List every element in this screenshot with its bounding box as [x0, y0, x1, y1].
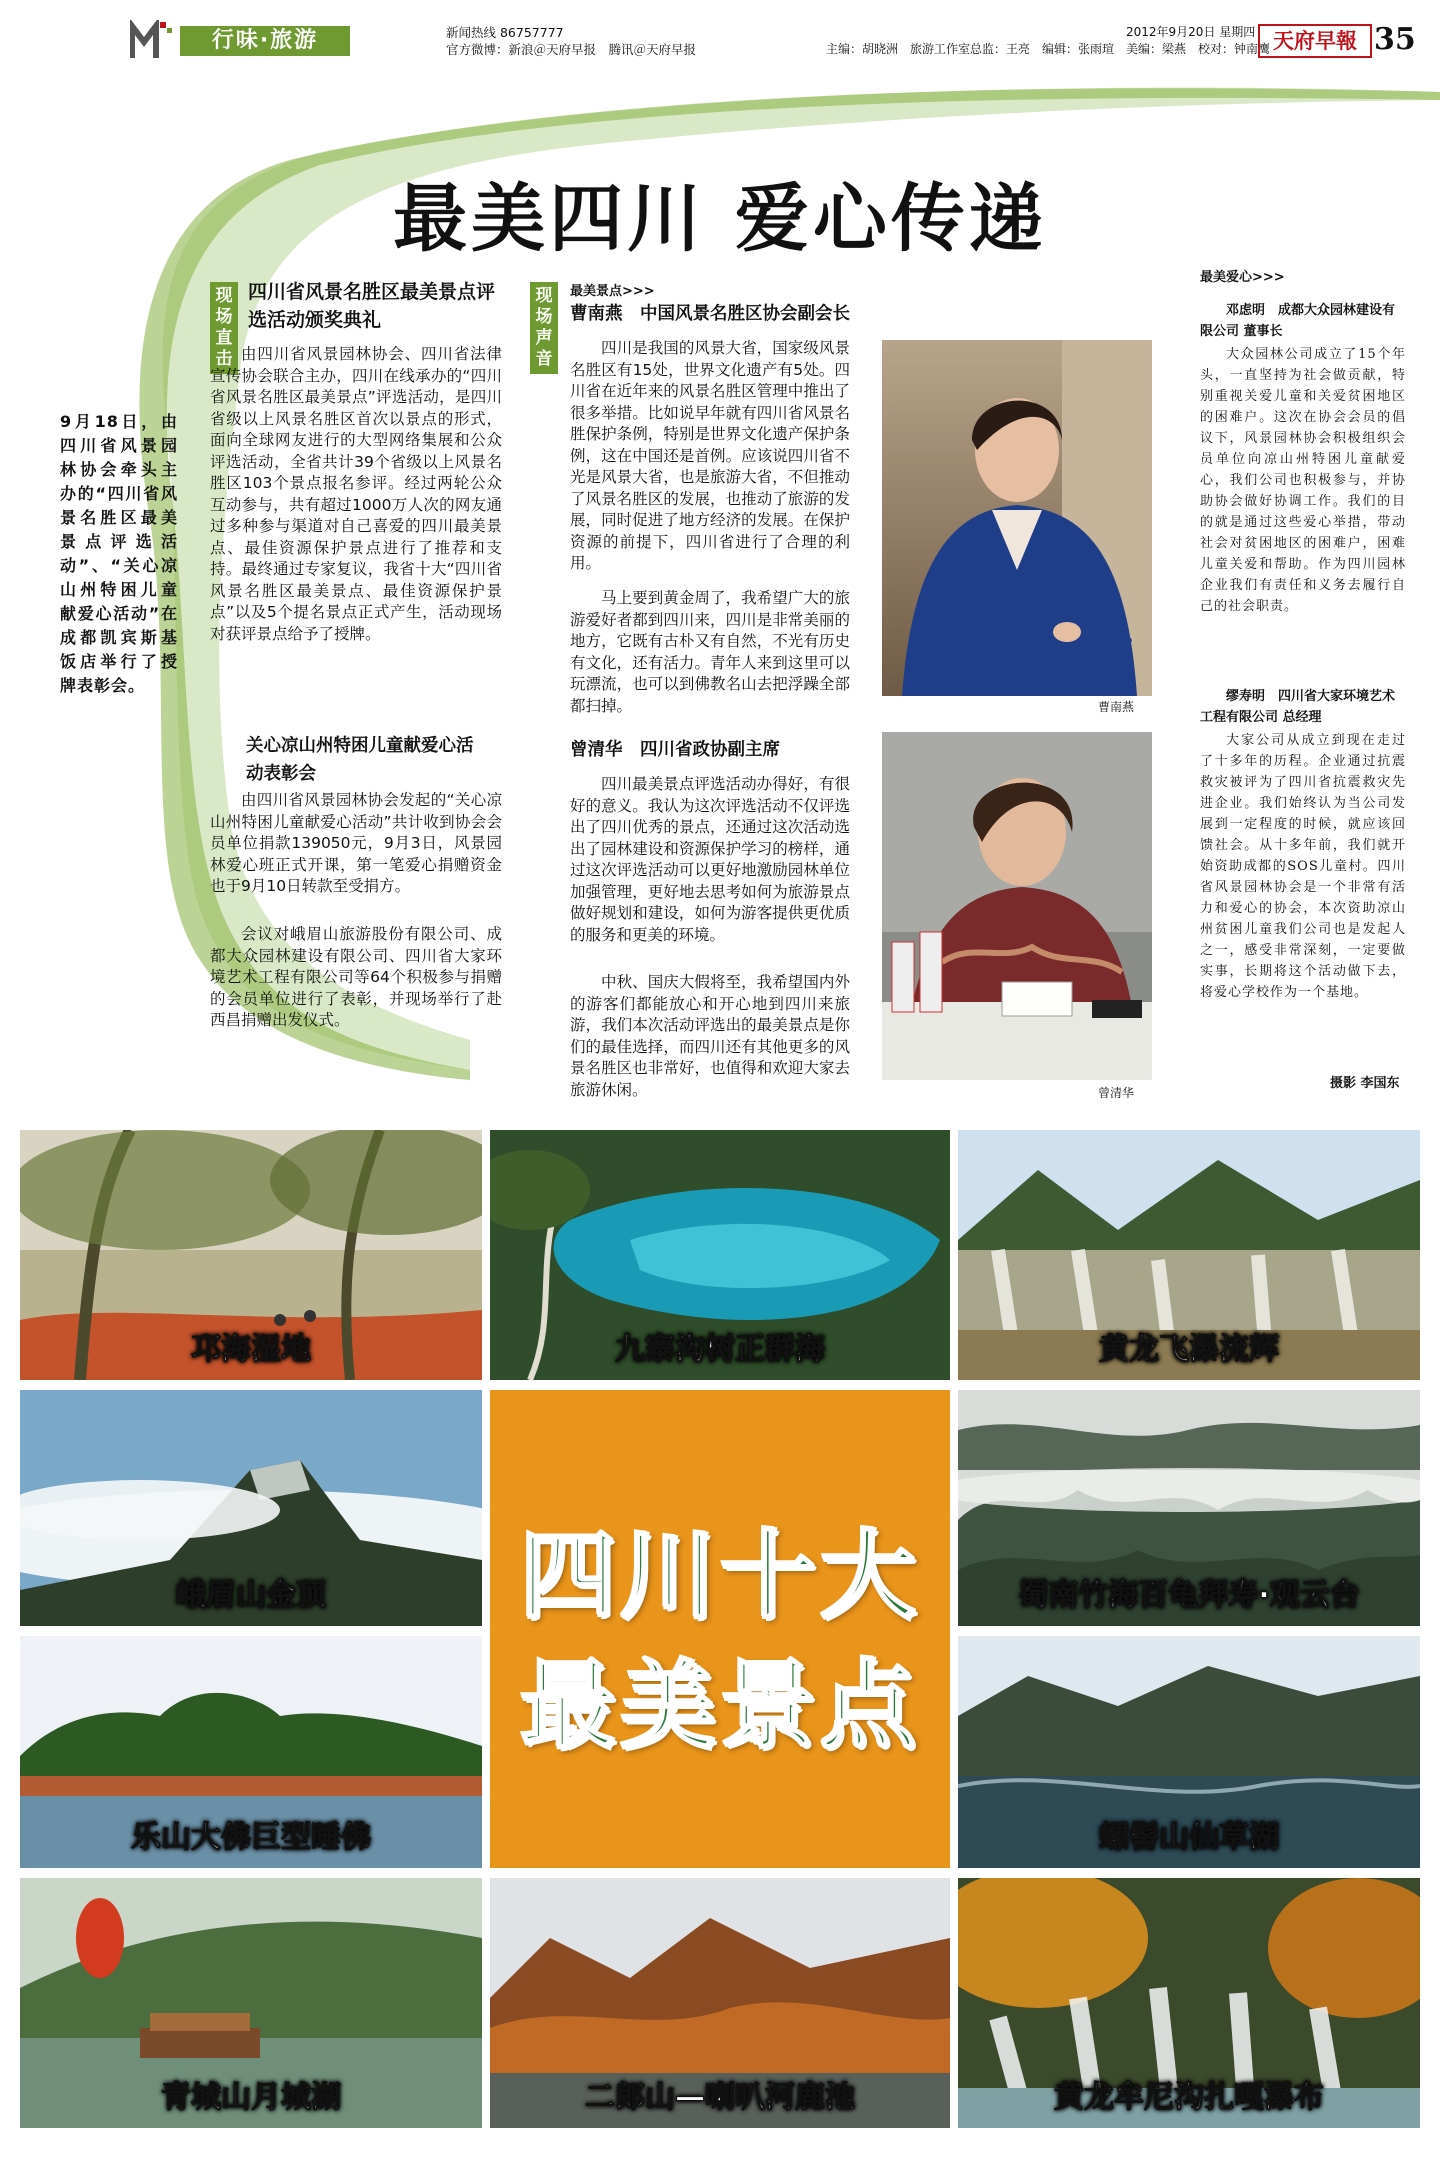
col2-para3: 四川最美景点评选活动办得好，有很好的意义。我认为这次评选活动不仅评选出了四川优秀的景点，还通过这次活动选出了园林建设和资源保护学习的榜样，通过这次评选活动可以更好地激励园林单位加强管理，更好地去思考如何为旅游景点做好规划和建设，如何为游客提供更优质的服务和更美的环境。: [570, 775, 850, 944]
center-title-line1: 四川十大: [520, 1520, 920, 1632]
spot-tile-5: [958, 1390, 1420, 1626]
donor1-name: 邓虑明: [1226, 303, 1266, 318]
kicker-spots: 最美景点>>>: [570, 284, 655, 299]
donor2-heading: [1200, 686, 1406, 728]
issue-date: 2012年9月20日 星期四: [1126, 25, 1256, 39]
speaker2-name: 曾清华: [570, 740, 623, 760]
hotline: 新闻热线 86757777: [446, 25, 564, 40]
photo1-caption: 曹南燕: [1098, 700, 1135, 714]
spot-label-5: 蜀南竹海百龟拜寿·观云台: [1018, 1578, 1360, 1613]
spot-label-9: 二郎山—喇叭河鹿池: [585, 2080, 855, 2115]
col2-para1: 四川是我国的风景大省，国家级风景名胜区有15处，世界文化遗产有5处。四川省在近年来的风景名胜区管理中推出了很多举措。比如说早年就有四川省风景名胜保护条例，特别是世界文化遗产保护条例，这在中国还是首例。应该说四川省不光是风景大省，也是旅游大省，不但推动了风景名胜区的发展，也推动了旅游的发展，同时促进了地方经济的发展。在保护资源的前提下，四川省进行了合理的利用。: [570, 339, 850, 572]
col1-subtitle: 关心凉山州特困儿童献爱心活动表彰会: [246, 736, 474, 784]
donor2-name: 缪寿明: [1226, 689, 1266, 704]
paper-logo: 天府早報: [1258, 24, 1372, 58]
donor1-heading: [1200, 300, 1406, 342]
col3-para1: 大众园林公司成立了15个年头，一直坚持为社会做贡献，特别重视关爱儿童和关爱贫困地区的困难户。这次在协会会员的倡议下，风景园林协会积极组织会员单位向凉山州特困儿童献爱心，我们公司也积极参与，并协助协会做好协调工作。我们的目的就是通过这些爱心举措，带动社会对贫困地区的困难户，困难儿童关爱和帮助。作为四川园林企业我们有责任和义务去履行自己的社会职责。: [1200, 347, 1406, 614]
page-headline: 最美四川 爱心传递: [393, 176, 1047, 262]
speaker1-name-line: [570, 300, 850, 328]
photo2-caption: 曾清华: [1098, 1086, 1135, 1100]
spot-tile-2: [490, 1130, 950, 1380]
spot-tile-10: [958, 1878, 1420, 2128]
donor2-role: 四川省大家环境艺术工程有限公司 总经理: [1200, 689, 1396, 725]
spot-label-10: 黄龙牟尼沟扎嘎瀑布: [1054, 2080, 1324, 2115]
m-logo-icon: [130, 20, 178, 60]
spot-label-1: 邛海湿地: [191, 1332, 311, 1367]
col3-para2: 大家公司从成立到现在走过了十多年的历程。企业通过抗震救灾被评为了四川省抗震救灾先进企业。我们始终认为当公司发展到一定程度的时候，就应该回馈社会。从十多年前，我们就开始资助成都的SOS儿童村。四川省风景园林协会是一个非常有活力和爱心的协会，本次资助凉山州贫困儿童我们公司也是发起人之一，感受非常深刻，一定要做实事，长期将这个活动做下去，将爱心学校作为一个基地。: [1200, 733, 1406, 1000]
spot-tile-8: [20, 1878, 482, 2128]
editor-credits: 主编：胡晓洲 旅游工作室总监：王亮 编辑：张雨瑄 美编：梁燕 校对：钟南鹰: [826, 42, 1271, 56]
spot-label-3: 黄龙飞瀑流辉: [1099, 1332, 1279, 1367]
spot-label-7: 螺髻山仙草湖: [1099, 1820, 1279, 1855]
spot-tile-4: [20, 1390, 482, 1626]
section-tag: 行味·旅游: [180, 26, 350, 56]
col1-para3: 会议对峨眉山旅游股份有限公司、成都大众园林建设有限公司、四川省大家环境艺术工程有限公司等64个积极参与捐赠的会员单位进行了表彰，并现场举行了赴西昌捐赠出发仪式。: [210, 925, 502, 1029]
center-title-tile: [490, 1390, 950, 1868]
spot-label-2: 九寨沟树正群海: [615, 1332, 825, 1367]
spot-tile-3: [958, 1130, 1420, 1380]
spot-tile-7: [958, 1636, 1420, 1868]
col2-para4: 中秋、国庆大假将至，我希望国内外的游客们都能放心和开心地到四川来旅游，我们本次活动评选出的最美景点是你们的最佳选择，而四川还有其他更多的风景名胜区也非常好，也值得和欢迎大家去旅游休闲。: [570, 973, 850, 1099]
col1-title: 四川省风景名胜区最美景点评选活动颁奖典礼: [248, 281, 496, 331]
donor1-role: 成都大众园林建设有限公司 董事长: [1200, 303, 1396, 339]
photo-credit: 摄影 李国东: [1330, 1076, 1400, 1091]
col1-para2: 由四川省风景园林协会发起的“关心凉山州特困儿童献爱心活动”共计收到协会会员单位捐款139050元，9月3日，风景园林爱心班正式开课，第一笔爱心捐赠资金也于9月10日转款至受捐方。: [210, 791, 502, 895]
tag-on-site: 现场直击: [210, 282, 238, 374]
intro-paragraph: 9月18日，由四川省风景园林协会牵头主办的“四川省风景名胜区最美景点评选活动”、“关心凉山州特困儿童献爱心活动”在成都凯宾斯基饭店举行了授牌表彰会。: [60, 412, 178, 695]
weibo-info: 官方微博：新浪＠天府早报 腾讯＠天府早报: [446, 42, 697, 57]
col2-para2: 马上要到黄金周了，我希望广大的旅游爱好者都到四川来，四川是非常美丽的地方，它既有古朴又有自然，不光有历史有文化，还有活力。青年人来到这里可以玩漂流，也可以到佛教名山去把浮躁全部都扫掉。: [570, 589, 850, 715]
spot-tile-1: [20, 1130, 482, 1380]
portrait-photo-2: [882, 732, 1152, 1080]
spot-tile-6: [20, 1636, 482, 1868]
portrait-photo-1: [882, 340, 1152, 696]
center-title-line2: 最美景点: [520, 1650, 920, 1762]
speaker2-name-line: [570, 736, 780, 764]
kicker-love: 最美爱心>>>: [1200, 270, 1285, 285]
speaker2-role: 四川省政协副主席: [640, 740, 780, 760]
speaker1-role: 中国风景名胜区协会副会长: [640, 304, 850, 324]
col1-para1: 由四川省风景园林协会、四川省法律宣传协会联合主办，四川在线承办的“四川省风景名胜区最美景点”评选活动，是四川省级以上风景名胜区首次以景点的形式，面向全球网友进行的大型网络集展和公众评选活动，全省共计39个省级以上风景名胜区103个景点报名参评。经过两轮公众互动参与，共有超过1000万人次的网友通过多种参与渠道对自己喜爱的四川最美景点、最佳资源保护景点进行了推荐和支持。最终通过专家复议，我省十大“四川省风景名胜区最美景点、最佳资源保护景点”以及5个提名景点正式产生，活动现场对获评景点给予了授牌。: [210, 345, 502, 643]
spot-label-6: 乐山大佛巨型睡佛: [131, 1820, 371, 1855]
tag-voices: 现场声音: [530, 282, 558, 374]
speaker1-name: 曹南燕: [570, 304, 623, 324]
page-number: 35: [1374, 22, 1416, 57]
spot-tile-9: [490, 1878, 950, 2128]
spot-label-8: 青城山月城湖: [161, 2080, 341, 2115]
spot-label-4: 峨眉山金顶: [176, 1578, 326, 1613]
